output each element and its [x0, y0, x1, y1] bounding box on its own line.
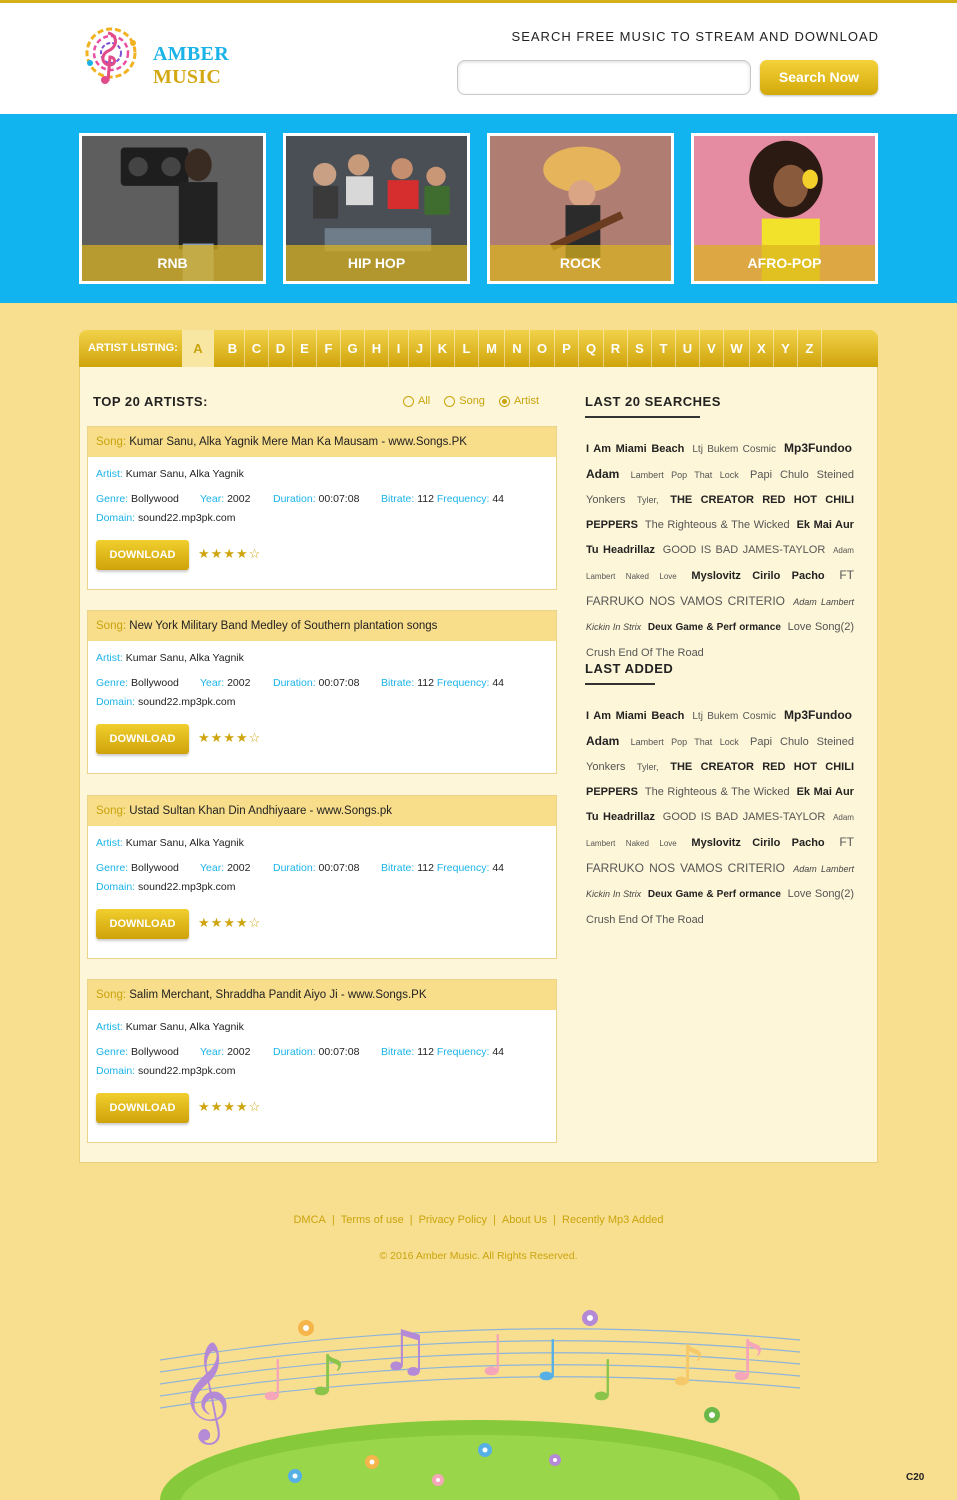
alpha-letter-p[interactable]: P	[555, 330, 579, 367]
tag-link[interactable]: FT FARRUKO NOS VAMOS CRITERIO	[586, 835, 854, 875]
alpha-letter-l[interactable]: L	[455, 330, 479, 367]
alpha-letter-e[interactable]: E	[293, 330, 317, 367]
tag-link[interactable]: Deux Game & Perf ormance	[647, 622, 781, 633]
search-button[interactable]: Search Now	[760, 60, 878, 95]
tag-link[interactable]: Deux Game & Perf ormance	[647, 889, 781, 900]
tag-link[interactable]: GOOD IS BAD JAMES-TAYLOR	[662, 544, 826, 556]
note-icon: ♪	[670, 1334, 706, 1399]
title-underline	[585, 416, 700, 418]
radio-icon[interactable]	[403, 396, 414, 407]
note-icon: ♪	[310, 1344, 346, 1409]
brand-name: AMBER MUSIC	[153, 43, 229, 88]
alpha-letter-g[interactable]: G	[341, 330, 365, 367]
tag-link[interactable]: Love Song(2) Crush End Of The Road	[586, 621, 854, 659]
domain-row: Domain: sound22.mp3pk.com	[96, 1065, 236, 1077]
domain-row: Domain: sound22.mp3pk.com	[96, 881, 236, 893]
song-title[interactable]: Kumar Sanu, Alka Yagnik Mere Man Ka Mausam - www.Songs.PK	[129, 436, 467, 448]
alpha-letter-x[interactable]: X	[750, 330, 774, 367]
genre-row: Genre: Bollywood	[96, 1046, 179, 1058]
tag-link[interactable]: Ek Mai Aur Tu Headrillaz	[586, 786, 854, 823]
alpha-letter-d[interactable]: D	[269, 330, 293, 367]
alphabet-list	[182, 330, 822, 367]
bitrate-row: Bitrate: 112 Frequency: 44	[381, 677, 504, 689]
star-filled-icon[interactable]: ★	[223, 915, 236, 930]
filter-song[interactable]: Song	[444, 395, 485, 407]
tag-link[interactable]: The Righteous & The Wicked	[644, 519, 790, 531]
radio-selected-icon[interactable]	[499, 396, 510, 407]
year-row: Year: 2002	[200, 677, 251, 689]
alpha-letter-q[interactable]: Q	[579, 330, 604, 367]
bitrate-row: Bitrate: 112 Frequency: 44	[381, 1046, 504, 1058]
star-filled-icon[interactable]: ★	[223, 730, 236, 745]
song-card	[87, 979, 557, 1143]
alpha-letter-f[interactable]: F	[317, 330, 341, 367]
tag-link[interactable]: Tyler,	[637, 495, 659, 505]
genre-label: RNB	[82, 245, 263, 281]
title-underline	[585, 683, 655, 685]
song-card	[87, 610, 557, 774]
rating-stars[interactable]	[198, 546, 261, 562]
tag-link[interactable]: Myslovitz Cirilo Pacho	[691, 837, 825, 849]
star-empty-icon[interactable]: ☆	[248, 915, 262, 930]
top-artists-title: TOP 20 ARTISTS:	[93, 394, 208, 409]
alpha-letter-m[interactable]: M	[479, 330, 505, 367]
treble-clef-icon: 𝄞	[180, 1341, 231, 1441]
song-title[interactable]: Ustad Sultan Khan Din Andhiyaare - www.Songs.pk	[129, 805, 392, 817]
star-filled-icon[interactable]: ★	[210, 1099, 224, 1114]
tag-link[interactable]: THE CREATOR RED HOT CHILI PEPPERS	[586, 761, 855, 798]
artist-row: Artist: Kumar Sanu, Alka Yagnik	[96, 837, 244, 849]
tag-link[interactable]: Ltj Bukem Cosmic	[692, 711, 777, 722]
genre-card-rock[interactable]	[487, 133, 674, 284]
tag-link[interactable]: Mp3Fundoo	[784, 708, 853, 722]
genre-row: Genre: Bollywood	[96, 493, 179, 505]
artist-listing-label: ARTIST LISTING:	[88, 342, 178, 354]
alpha-letter-z[interactable]: Z	[798, 330, 822, 367]
star-filled-icon[interactable]: ★	[235, 546, 249, 561]
tag-link[interactable]: Tyler,	[637, 762, 659, 772]
genre-card-rnb[interactable]	[79, 133, 266, 284]
song-card	[87, 795, 557, 959]
artist-row: Artist: Kumar Sanu, Alka Yagnik	[96, 652, 244, 664]
genre-label: AFRO-POP	[694, 245, 875, 281]
artist-row: Artist: Kumar Sanu, Alka Yagnik	[96, 1021, 244, 1033]
duration-row: Duration: 00:07:08	[273, 1046, 360, 1058]
duration-row: Duration: 00:07:08	[273, 677, 360, 689]
filter-group	[403, 395, 539, 407]
star-empty-icon[interactable]: ☆	[248, 546, 262, 561]
link-separator: |	[409, 1214, 413, 1226]
footer-link[interactable]: Privacy Policy	[418, 1214, 488, 1226]
search-input[interactable]	[457, 60, 751, 95]
download-button[interactable]: DOWNLOAD	[96, 909, 189, 939]
last-added-tags	[586, 703, 854, 932]
tag-link[interactable]: Adam Lambert Naked Love	[586, 813, 854, 848]
last-searches-title: LAST 20 SEARCHES	[585, 394, 721, 409]
alpha-letter-j[interactable]: J	[409, 330, 431, 367]
alpha-letter-v[interactable]: V	[700, 330, 724, 367]
tag-link[interactable]: Ltj Bukem Cosmic	[692, 444, 777, 455]
alpha-letter-o[interactable]: O	[530, 330, 555, 367]
search-heading: SEARCH FREE MUSIC TO STREAM AND DOWNLOAD	[511, 29, 879, 44]
genre-card-afro-pop[interactable]	[691, 133, 878, 284]
tag-link[interactable]: I Am Miami Beach	[586, 710, 685, 722]
tag-link[interactable]: Ek Mai Aur Tu Headrillaz	[586, 519, 854, 556]
star-filled-icon[interactable]: ★	[235, 1099, 249, 1114]
star-filled-icon[interactable]: ★	[198, 1099, 211, 1114]
link-separator: |	[553, 1214, 556, 1226]
song-title[interactable]: New York Military Band Medley of Southern plantation songs	[129, 620, 438, 632]
star-filled-icon[interactable]: ★	[198, 915, 211, 930]
radio-icon[interactable]	[444, 396, 455, 407]
tag-link[interactable]: Adam Lambert Naked Love	[586, 546, 854, 581]
alpha-letter-u[interactable]: U	[676, 330, 700, 367]
star-filled-icon[interactable]: ★	[223, 546, 236, 561]
footer-link[interactable]: DMCA	[293, 1214, 326, 1226]
link-separator: |	[493, 1214, 496, 1226]
alpha-letter-t[interactable]: T	[652, 330, 676, 367]
bitrate-row: Bitrate: 112 Frequency: 44	[381, 493, 504, 505]
star-filled-icon[interactable]: ★	[235, 915, 249, 930]
filter-artist[interactable]: Artist	[499, 395, 539, 407]
song-title-row: Song: Kumar Sanu, Alka Yagnik Mere Man Ka Mausam - www.Songs.PK	[88, 427, 556, 457]
tag-link[interactable]: Adam	[586, 467, 620, 481]
copyright: © 2016 Amber Music. All Rights Reserved.	[379, 1250, 578, 1262]
tag-link[interactable]: Lambert Pop That Lock	[630, 470, 739, 480]
year-row: Year: 2002	[200, 862, 251, 874]
note-icon: ♫	[380, 1319, 431, 1384]
tag-link[interactable]: Adam Lambert Kickin In Strix	[586, 864, 854, 899]
footer-links	[0, 1214, 957, 1226]
footer-link[interactable]: Recently Mp3 Added	[562, 1214, 664, 1226]
genre-strip	[0, 114, 957, 303]
star-filled-icon[interactable]: ★	[198, 730, 211, 745]
star-filled-icon[interactable]: ★	[223, 1099, 236, 1114]
song-title-row: Song: Ustad Sultan Khan Din Andhiyaare - www.Songs.pk	[88, 796, 556, 826]
rating-stars[interactable]	[198, 915, 261, 931]
link-separator: |	[331, 1214, 335, 1226]
artist-row: Artist: Kumar Sanu, Alka Yagnik	[96, 468, 244, 480]
genre-row: Genre: Bollywood	[96, 677, 179, 689]
note-icon: ♪	[730, 1329, 766, 1394]
tag-link[interactable]: FT FARRUKO NOS VAMOS CRITERIO	[586, 568, 854, 608]
note-icon: ♩	[260, 1349, 287, 1414]
tag-link[interactable]: Lambert Pop That Lock	[630, 737, 739, 747]
tag-link[interactable]: Love Song(2) Crush End Of The Road	[586, 888, 854, 926]
star-filled-icon[interactable]: ★	[210, 546, 224, 561]
tag-link[interactable]: Mp3Fundoo	[784, 441, 853, 455]
alpha-letter-i[interactable]: I	[389, 330, 409, 367]
domain-row: Domain: sound22.mp3pk.com	[96, 696, 236, 708]
alpha-letter-a[interactable]: A	[182, 330, 214, 367]
duration-row: Duration: 00:07:08	[273, 862, 360, 874]
alpha-letter-h[interactable]: H	[365, 330, 389, 367]
tag-link[interactable]: THE CREATOR RED HOT CHILI PEPPERS	[586, 494, 855, 531]
music-notes-illustration	[150, 1300, 810, 1500]
song-title[interactable]: Salim Merchant, Shraddha Pandit Aiyo Ji - www.Songs.PK	[129, 989, 427, 1001]
genre-label: ROCK	[490, 245, 671, 281]
note-icon: ♩	[480, 1324, 507, 1389]
download-button[interactable]: DOWNLOAD	[96, 724, 189, 754]
site-header	[0, 0, 957, 114]
star-filled-icon[interactable]: ★	[235, 730, 249, 745]
domain-row: Domain: sound22.mp3pk.com	[96, 512, 236, 524]
rating-stars[interactable]	[198, 730, 261, 746]
duration-row: Duration: 00:07:08	[273, 493, 360, 505]
alpha-letter-c[interactable]: C	[245, 330, 269, 367]
star-filled-icon[interactable]: ★	[210, 915, 224, 930]
filter-all[interactable]: All	[403, 395, 430, 407]
alpha-letter-b[interactable]: B	[221, 330, 245, 367]
note-icon: ♩	[535, 1329, 562, 1394]
alpha-letter-k[interactable]: K	[431, 330, 455, 367]
music-note-logo-icon	[78, 25, 144, 87]
year-row: Year: 2002	[200, 1046, 251, 1058]
tag-link[interactable]: GOOD IS BAD JAMES-TAYLOR	[662, 811, 826, 823]
download-button[interactable]: DOWNLOAD	[96, 540, 189, 570]
song-card	[87, 426, 557, 590]
tag-link[interactable]: Papi Chulo Steined Yonkers	[586, 469, 854, 506]
alpha-letter-r[interactable]: R	[604, 330, 628, 367]
download-button[interactable]: DOWNLOAD	[96, 1093, 189, 1123]
brand-logo[interactable]	[78, 25, 298, 87]
tag-link[interactable]: The Righteous & The Wicked	[644, 786, 790, 798]
song-title-row: Song: New York Military Band Medley of Southern plantation songs	[88, 611, 556, 641]
star-empty-icon[interactable]: ☆	[248, 730, 262, 745]
tag-link[interactable]: Papi Chulo Steined Yonkers	[586, 736, 854, 773]
genre-label: HIP HOP	[286, 245, 467, 281]
footer-link[interactable]: Terms of use	[340, 1214, 404, 1226]
tag-link[interactable]: Adam Lambert Kickin In Strix	[586, 597, 854, 632]
alpha-letter-y[interactable]: Y	[774, 330, 798, 367]
year-row: Year: 2002	[200, 493, 251, 505]
star-filled-icon[interactable]: ★	[198, 546, 211, 561]
alpha-letter-w[interactable]: W	[724, 330, 750, 367]
genre-row: Genre: Bollywood	[96, 862, 179, 874]
last-searches-tags	[586, 436, 854, 665]
star-empty-icon[interactable]: ☆	[248, 1099, 262, 1114]
alpha-letter-n[interactable]: N	[505, 330, 530, 367]
artist-listing-bar	[79, 330, 878, 367]
footer-link[interactable]: About Us	[501, 1214, 548, 1226]
note-icon: ♩	[590, 1349, 617, 1414]
star-filled-icon[interactable]: ★	[210, 730, 224, 745]
alpha-letter-s[interactable]: S	[628, 330, 652, 367]
bitrate-row: Bitrate: 112 Frequency: 44	[381, 862, 504, 874]
last-added-title: LAST ADDED	[585, 661, 674, 676]
tag-link[interactable]: I Am Miami Beach	[586, 443, 685, 455]
song-title-row: Song: Salim Merchant, Shraddha Pandit Aiyo Ji - www.Songs.PK	[88, 980, 556, 1010]
page-code: C20	[906, 1472, 925, 1483]
genre-card-hip-hop[interactable]	[283, 133, 470, 284]
tag-link[interactable]: Adam	[586, 734, 620, 748]
rating-stars[interactable]	[198, 1099, 261, 1115]
tag-link[interactable]: Myslovitz Cirilo Pacho	[691, 570, 825, 582]
